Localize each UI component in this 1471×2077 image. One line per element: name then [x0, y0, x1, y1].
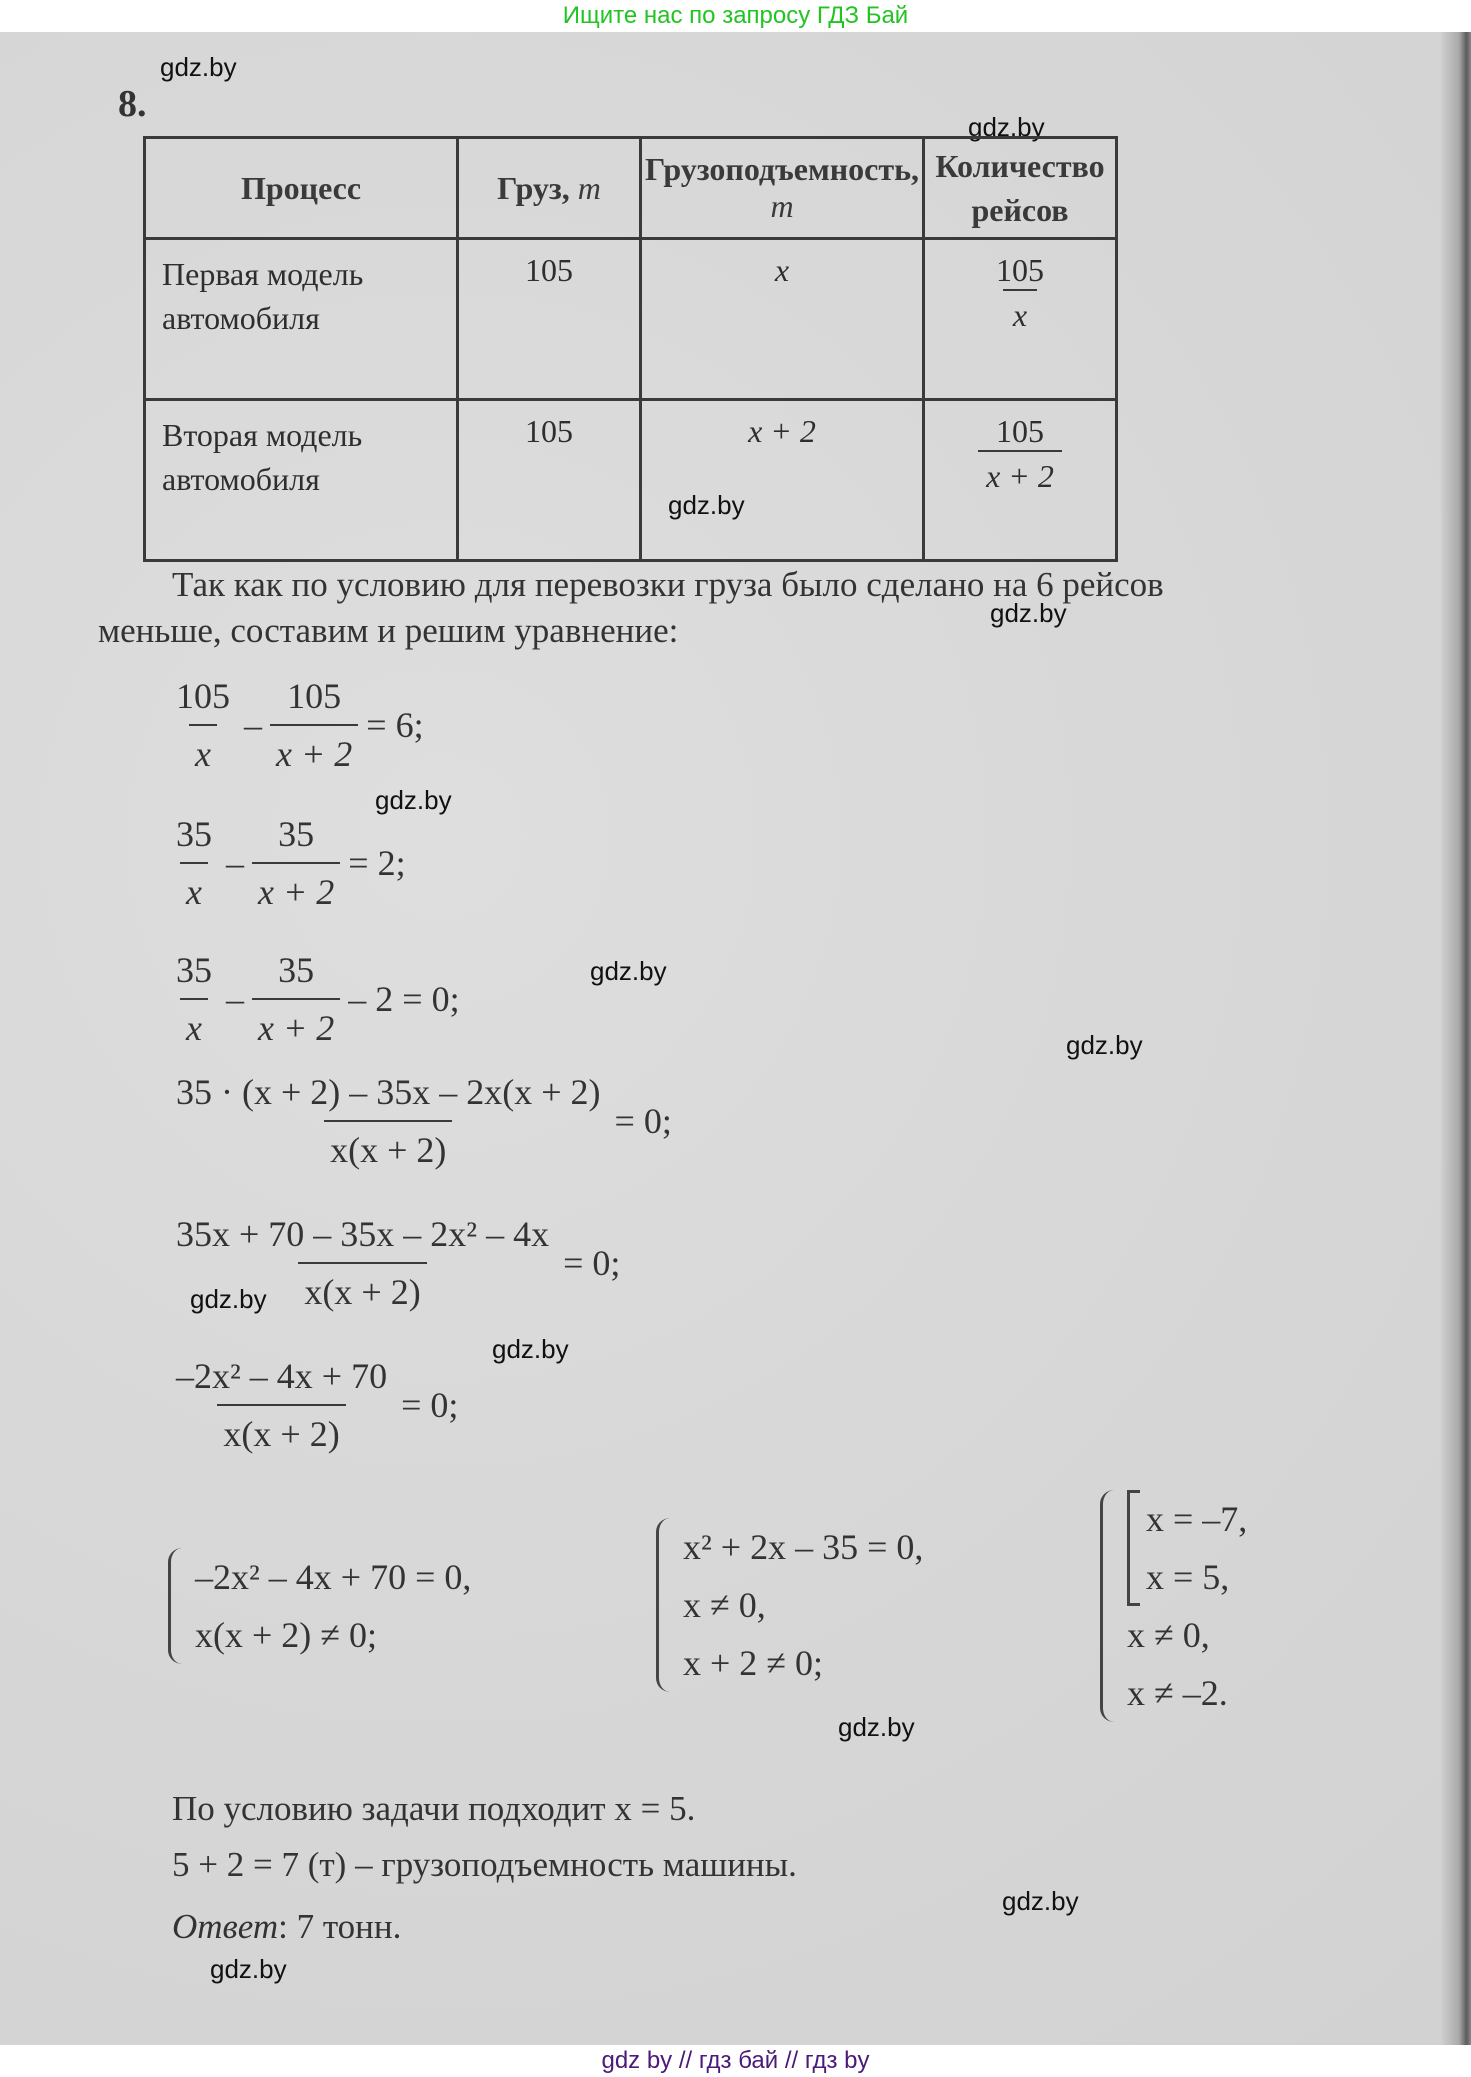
equation-5: $\frac{\text{35x + 70 – 35x – 2x² – 4x}}{x(x + 2)}$ = 0;: [170, 1206, 628, 1320]
table-row: [145, 239, 1117, 400]
watermark: gdz.by: [590, 956, 667, 986]
brace-icon: [168, 1548, 189, 1664]
watermark: gdz.by: [968, 112, 1045, 142]
cell-cargo: 105: [458, 400, 641, 561]
brace-icon: [1100, 1490, 1121, 1722]
cell-capacity: x: [641, 239, 924, 400]
watermark: gdz.by: [210, 1954, 287, 1984]
bracket-icon: [1127, 1490, 1140, 1606]
problem-number: 8.: [118, 83, 147, 125]
cell-process: Первая модель автомобиля: [145, 239, 458, 400]
intro-line-1: Так как по условию для перевозки груза было сделано на 6 рейсов: [172, 565, 1164, 604]
cell-trips: $\frac{105}{x}$: [924, 239, 1117, 400]
watermark: gdz.by: [668, 490, 745, 520]
watermark: gdz.by: [375, 785, 452, 815]
equation-4: $\frac{35 \cdot (x + 2) - 35x - 2x(x + 2)}{x(x + 2)}$ = 0;: [170, 1064, 680, 1178]
watermark: gdz.by: [492, 1334, 569, 1364]
cell-cargo: 105: [458, 239, 641, 400]
top-banner: [0, 0, 1471, 32]
header-process: Процесс: [145, 138, 458, 239]
equation-3: $\frac{35}{x}$ – $\frac{35}{x + 2}$ – 2 = 0;: [170, 942, 468, 1056]
table-header-row: [145, 138, 1117, 239]
system-3: x = –7, x = 5, x ≠ 0, x ≠ –2.: [1100, 1490, 1247, 1722]
watermark: gdz.by: [190, 1284, 267, 1314]
page-spine-shadow: [1441, 32, 1471, 2045]
bottom-banner: [0, 2045, 1471, 2077]
brace-icon: [656, 1518, 677, 1692]
header-capacity: Грузоподъемность, т: [641, 138, 924, 239]
watermark: gdz.by: [1002, 1886, 1079, 1916]
equation-6: $\frac{\text{–2x² – 4x + 70}}{x(x + 2)}$ = 0;: [170, 1348, 466, 1462]
table-row: [145, 400, 1117, 561]
calculation-line: 5 + 2 = 7 (т) – грузоподъемность машины.: [172, 1845, 797, 1884]
top-banner-text: Ищите нас по запросу ГДЗ Бай: [562, 2, 909, 29]
system-2: x² + 2x – 35 = 0, x ≠ 0, x + 2 ≠ 0;: [656, 1518, 923, 1692]
bottom-banner-text: gdz by // гдз бай // гдз by: [601, 2047, 870, 2074]
equation-2: $\frac{35}{x}$ – $\frac{35}{x + 2}$ = 2;: [170, 806, 414, 920]
conclusion-line: По условию задачи подходит x = 5.: [172, 1789, 696, 1828]
system-1: –2x² – 4x + 70 = 0, x(x + 2) ≠ 0;: [168, 1548, 471, 1664]
equation-1: $\frac{105}{x}$ – $\frac{105}{x + 2}$ = 6;: [170, 668, 432, 782]
intro-line-2: меньше, составим и решим уравнение:: [98, 611, 679, 650]
watermark: gdz.by: [160, 52, 237, 82]
solution-table: [143, 136, 1118, 562]
header-trips: Количество рейсов: [924, 138, 1117, 239]
watermark: gdz.by: [990, 598, 1067, 628]
cell-capacity: x + 2: [641, 400, 924, 561]
answer-line: Ответ: 7 тонн.: [172, 1907, 402, 1946]
watermark: gdz.by: [838, 1712, 915, 1742]
header-cargo: Груз, т: [458, 138, 641, 239]
cell-process: Вторая модель автомобиля: [145, 400, 458, 561]
watermark: gdz.by: [1066, 1030, 1143, 1060]
cell-trips: $\frac{105}{x + 2}$: [924, 400, 1117, 561]
